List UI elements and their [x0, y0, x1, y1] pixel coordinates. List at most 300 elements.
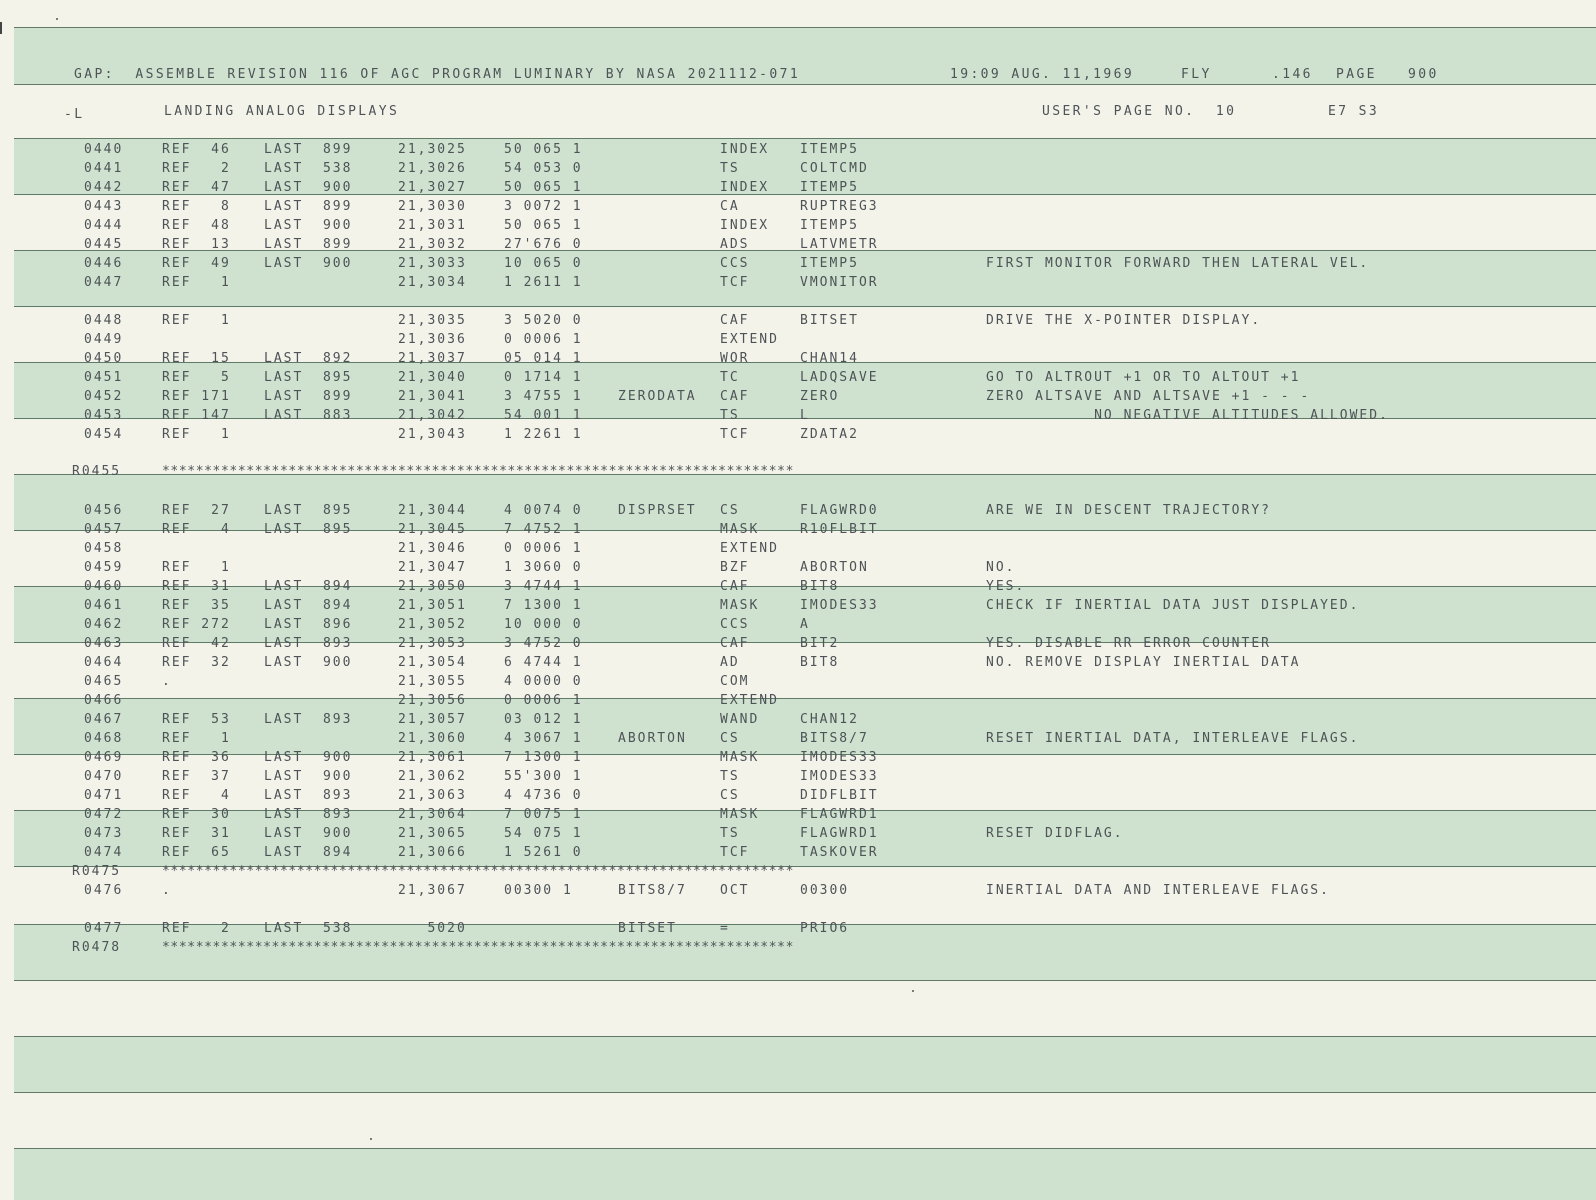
- operand: BITS8/7: [800, 731, 869, 746]
- listing-row: [0, 845, 1596, 864]
- listing-row: [0, 598, 1596, 617]
- operand: ITEMP5: [800, 218, 859, 233]
- ref-count: REF 49: [162, 256, 231, 271]
- octal-code: 3 0072 1: [504, 199, 583, 214]
- operand: FLAGWRD0: [800, 503, 879, 518]
- comment: RESET INERTIAL DATA, INTERLEAVE FLAGS.: [986, 731, 1360, 746]
- line-number: 0457: [84, 522, 124, 537]
- memory-address: 21,3035: [398, 313, 467, 328]
- opcode: CAF: [720, 313, 750, 328]
- listing-row: [0, 693, 1596, 712]
- last-ref: LAST 894: [264, 845, 353, 860]
- memory-address: 21,3061: [398, 750, 467, 765]
- last-ref: LAST 894: [264, 579, 353, 594]
- memory-address: 21,3042: [398, 408, 467, 423]
- memory-address: 21,3063: [398, 788, 467, 803]
- octal-code: 03 012 1: [504, 712, 583, 727]
- operand: LATVMETR: [800, 237, 879, 252]
- band-rule: [14, 1036, 1596, 1037]
- memory-address: 21,3045: [398, 522, 467, 537]
- listing-row: [0, 142, 1596, 161]
- comment: CHECK IF INERTIAL DATA JUST DISPLAYED.: [986, 598, 1360, 613]
- band-rule: [14, 138, 1596, 139]
- listing-row: [0, 807, 1596, 826]
- memory-address: 21,3051: [398, 598, 467, 613]
- octal-code: 0 0006 1: [504, 693, 583, 708]
- separator-stars: ***************************************************************************: [162, 464, 794, 479]
- memory-address: 21,3027: [398, 180, 467, 195]
- ref-count: REF 31: [162, 826, 231, 841]
- last-ref: LAST 900: [264, 769, 353, 784]
- opcode: MASK: [720, 598, 760, 613]
- listing-row: [0, 636, 1596, 655]
- octal-code: 50 065 1: [504, 180, 583, 195]
- separator-line-number: R0475: [72, 864, 122, 879]
- last-ref: LAST 893: [264, 712, 353, 727]
- opcode: TS: [720, 161, 740, 176]
- octal-code: 3 4752 0: [504, 636, 583, 651]
- opcode: WOR: [720, 351, 750, 366]
- separator-stars: ***************************************************************************: [162, 940, 794, 955]
- comment: ARE WE IN DESCENT TRAJECTORY?: [986, 503, 1271, 518]
- octal-code: 4 3067 1: [504, 731, 583, 746]
- operand: FLAGWRD1: [800, 807, 879, 822]
- memory-address: 21,3052: [398, 617, 467, 632]
- ref-count: REF 4: [162, 788, 231, 803]
- line-number: 0454: [84, 427, 124, 442]
- line-number: 0450: [84, 351, 124, 366]
- band-rule: [14, 1092, 1596, 1093]
- line-number: 0460: [84, 579, 124, 594]
- symbol-label: BITSET: [618, 921, 677, 936]
- memory-address: 21,3033: [398, 256, 467, 271]
- comment: GO TO ALTROUT +1 OR TO ALTOUT +1: [986, 370, 1301, 385]
- octal-code: 1 2261 1: [504, 427, 583, 442]
- listing-row: [0, 712, 1596, 731]
- line-number: 0465: [84, 674, 124, 689]
- listing-row: [0, 313, 1596, 332]
- ref-count: REF 35: [162, 598, 231, 613]
- ref-count: REF 1: [162, 275, 231, 290]
- line-number: 0453: [84, 408, 124, 423]
- line-number: 0461: [84, 598, 124, 613]
- line-number: 0469: [84, 750, 124, 765]
- memory-address: 21,3064: [398, 807, 467, 822]
- octal-code: 55'300 1: [504, 769, 583, 784]
- memory-address: 21,3065: [398, 826, 467, 841]
- band-rule: [14, 980, 1596, 981]
- ref-count: REF 48: [162, 218, 231, 233]
- operand: IMODES33: [800, 598, 879, 613]
- last-ref: LAST 900: [264, 218, 353, 233]
- last-ref: LAST 896: [264, 617, 353, 632]
- line-number: 0458: [84, 541, 124, 556]
- opcode: TCF: [720, 845, 750, 860]
- page-number: 900: [1408, 67, 1439, 82]
- comment: FIRST MONITOR FORWARD THEN LATERAL VEL.: [986, 256, 1370, 271]
- octal-code: 1 5261 0: [504, 845, 583, 860]
- last-ref: LAST 895: [264, 503, 353, 518]
- opcode: INDEX: [720, 180, 770, 195]
- ref-count: REF 2: [162, 921, 231, 936]
- octal-code: 54 053 0: [504, 161, 583, 176]
- listing-row: [0, 275, 1596, 294]
- operand: CHAN14: [800, 351, 859, 366]
- opcode: CAF: [720, 579, 750, 594]
- listing-row: [0, 218, 1596, 237]
- listing-row: [0, 674, 1596, 693]
- octal-code: 3 5020 0: [504, 313, 583, 328]
- ref-count: REF 36: [162, 750, 231, 765]
- opcode: TCF: [720, 275, 750, 290]
- opcode: CCS: [720, 617, 750, 632]
- symbol-label: ZERODATA: [618, 389, 697, 404]
- listing-row: [0, 370, 1596, 389]
- last-ref: LAST 893: [264, 636, 353, 651]
- opcode: TS: [720, 826, 740, 841]
- listing-row: [0, 826, 1596, 845]
- last-ref: LAST 900: [264, 256, 353, 271]
- listing-row: [0, 332, 1596, 351]
- opcode: COM: [720, 674, 750, 689]
- memory-address: 21,3057: [398, 712, 467, 727]
- octal-code: 1 2611 1: [504, 275, 583, 290]
- green-band: [14, 1148, 1596, 1200]
- octal-code: 6 4744 1: [504, 655, 583, 670]
- memory-address: 21,3030: [398, 199, 467, 214]
- revision-code: E7 S3: [1328, 104, 1380, 119]
- band-rule: [14, 84, 1596, 85]
- octal-code: 0 0006 1: [504, 541, 583, 556]
- ref-count: REF 2: [162, 161, 231, 176]
- operand: IMODES33: [800, 750, 879, 765]
- memory-address: 21,3067: [398, 883, 467, 898]
- ref-count: REF 5: [162, 370, 231, 385]
- opcode: TC: [720, 370, 740, 385]
- memory-address: 21,3043: [398, 427, 467, 442]
- ref-count: REF 37: [162, 769, 231, 784]
- users-page: USER'S PAGE NO. 10: [1042, 104, 1237, 119]
- octal-code: 7 1300 1: [504, 750, 583, 765]
- line-number: 0440: [84, 142, 124, 157]
- operand: CHAN12: [800, 712, 859, 727]
- memory-address: 21,3026: [398, 161, 467, 176]
- memory-address: 21,3044: [398, 503, 467, 518]
- octal-code: 0 1714 1: [504, 370, 583, 385]
- speck: [370, 1138, 372, 1140]
- memory-address: 5020: [398, 921, 467, 936]
- last-ref: LAST 899: [264, 142, 353, 157]
- line-number: 0442: [84, 180, 124, 195]
- line-number: 0448: [84, 313, 124, 328]
- operand: VMONITOR: [800, 275, 879, 290]
- last-ref: LAST 899: [264, 389, 353, 404]
- opcode: WAND: [720, 712, 760, 727]
- listing-row: [0, 883, 1596, 902]
- operand: 00300: [800, 883, 850, 898]
- green-band: [14, 1036, 1596, 1092]
- octal-code: 54 001 1: [504, 408, 583, 423]
- line-number: 0462: [84, 617, 124, 632]
- line-number: 0468: [84, 731, 124, 746]
- opcode: CS: [720, 788, 740, 803]
- line-number: 0470: [84, 769, 124, 784]
- assembly-title: GAP: ASSEMBLE REVISION 116 OF AGC PROGRAM LUMINARY BY NASA 2021112-071: [74, 67, 801, 82]
- listing-row: [0, 522, 1596, 541]
- memory-address: 21,3041: [398, 389, 467, 404]
- last-ref: LAST 538: [264, 161, 353, 176]
- operand: IMODES33: [800, 769, 879, 784]
- octal-code: 3 4744 1: [504, 579, 583, 594]
- memory-address: 21,3055: [398, 674, 467, 689]
- listing-row: [0, 731, 1596, 750]
- opcode: MASK: [720, 807, 760, 822]
- listing-row: [0, 579, 1596, 598]
- operand: ITEMP5: [800, 180, 859, 195]
- opcode: MASK: [720, 522, 760, 537]
- ref-count: REF 1: [162, 731, 231, 746]
- listing-row: [0, 769, 1596, 788]
- ref-count: REF 65: [162, 845, 231, 860]
- memory-address: 21,3034: [398, 275, 467, 290]
- opcode: TCF: [720, 427, 750, 442]
- ref-count: .: [162, 883, 172, 898]
- comment: RESET DIDFLAG.: [986, 826, 1124, 841]
- separator-row: [0, 464, 1596, 483]
- comment: ZERO ALTSAVE AND ALTSAVE +1 - - -: [986, 389, 1311, 404]
- octal-code: 27'676 0: [504, 237, 583, 252]
- listing-row: [0, 921, 1596, 940]
- listing-row: [0, 617, 1596, 636]
- separator-row: [0, 864, 1596, 883]
- octal-code: 50 065 1: [504, 142, 583, 157]
- last-ref: LAST 894: [264, 598, 353, 613]
- last-ref: LAST 900: [264, 180, 353, 195]
- ref-count: REF 147: [162, 408, 231, 423]
- memory-address: 21,3054: [398, 655, 467, 670]
- line-number: 0452: [84, 389, 124, 404]
- memory-address: 21,3047: [398, 560, 467, 575]
- line-number: 0447: [84, 275, 124, 290]
- memory-address: 21,3032: [398, 237, 467, 252]
- band-rule: [14, 306, 1596, 307]
- listing-row: [0, 237, 1596, 256]
- binding-mark: [0, 22, 2, 34]
- operand: ITEMP5: [800, 256, 859, 271]
- line-number: 0473: [84, 826, 124, 841]
- ref-count: REF 4: [162, 522, 231, 537]
- octal-code: 1 3060 0: [504, 560, 583, 575]
- fly-label: FLY: [1181, 67, 1212, 82]
- operand: ITEMP5: [800, 142, 859, 157]
- listing-row: [0, 788, 1596, 807]
- line-number: 0464: [84, 655, 124, 670]
- ref-count: REF 13: [162, 237, 231, 252]
- operand: BIT2: [800, 636, 840, 651]
- line-number: 0466: [84, 693, 124, 708]
- opcode: OCT: [720, 883, 750, 898]
- opcode: TS: [720, 769, 740, 784]
- octal-code: 54 075 1: [504, 826, 583, 841]
- ref-count: REF 15: [162, 351, 231, 366]
- opcode: BZF: [720, 560, 750, 575]
- line-number: 0456: [84, 503, 124, 518]
- opcode: EXTEND: [720, 332, 779, 347]
- opcode: CS: [720, 503, 740, 518]
- line-number: 0459: [84, 560, 124, 575]
- opcode: TS: [720, 408, 740, 423]
- listing-row: [0, 503, 1596, 522]
- ref-count: REF 32: [162, 655, 231, 670]
- comment: NO.: [986, 560, 1016, 575]
- operand: BIT8: [800, 655, 840, 670]
- octal-code: 7 0075 1: [504, 807, 583, 822]
- line-number: 0467: [84, 712, 124, 727]
- memory-address: 21,3050: [398, 579, 467, 594]
- last-ref: LAST 883: [264, 408, 353, 423]
- ref-count: REF 30: [162, 807, 231, 822]
- ref-count: REF 1: [162, 560, 231, 575]
- last-ref: LAST 900: [264, 655, 353, 670]
- ref-count: REF 27: [162, 503, 231, 518]
- line-number: 0463: [84, 636, 124, 651]
- listing-row: [0, 560, 1596, 579]
- speck: [56, 18, 58, 20]
- opcode: EXTEND: [720, 693, 779, 708]
- comment: NO. REMOVE DISPLAY INERTIAL DATA: [986, 655, 1301, 670]
- memory-address: 21,3056: [398, 693, 467, 708]
- ref-count: REF 8: [162, 199, 231, 214]
- memory-address: 21,3031: [398, 218, 467, 233]
- memory-address: 21,3062: [398, 769, 467, 784]
- octal-code: 4 0074 0: [504, 503, 583, 518]
- line-number: 0441: [84, 161, 124, 176]
- opcode: CA: [720, 199, 740, 214]
- separator-stars: ***************************************************************************: [162, 864, 794, 879]
- listing-row: [0, 541, 1596, 560]
- ref-count: .: [162, 674, 172, 689]
- last-ref: LAST 899: [264, 199, 353, 214]
- line-number: 0445: [84, 237, 124, 252]
- page-label: PAGE: [1336, 67, 1377, 82]
- line-number: 0471: [84, 788, 124, 803]
- operand: BIT8: [800, 579, 840, 594]
- opcode: MASK: [720, 750, 760, 765]
- ref-count: REF 1: [162, 313, 231, 328]
- ref-count: REF 1: [162, 427, 231, 442]
- operand: R10FLBIT: [800, 522, 879, 537]
- octal-code: 7 4752 1: [504, 522, 583, 537]
- comment: DRIVE THE X-POINTER DISPLAY.: [986, 313, 1262, 328]
- memory-address: 21,3040: [398, 370, 467, 385]
- last-ref: LAST 538: [264, 921, 353, 936]
- memory-address: 21,3053: [398, 636, 467, 651]
- line-number: 0474: [84, 845, 124, 860]
- memory-address: 21,3025: [398, 142, 467, 157]
- octal-code: 4 0000 0: [504, 674, 583, 689]
- octal-code: 0 0006 1: [504, 332, 583, 347]
- ref-count: REF 171: [162, 389, 231, 404]
- listing-row: [0, 351, 1596, 370]
- memory-address: 21,3037: [398, 351, 467, 366]
- last-ref: LAST 893: [264, 807, 353, 822]
- memory-address: 21,3046: [398, 541, 467, 556]
- separator-row: [0, 940, 1596, 959]
- opcode: INDEX: [720, 142, 770, 157]
- comment: YES. DISABLE RR ERROR COUNTER: [986, 636, 1271, 651]
- ref-count: REF 31: [162, 579, 231, 594]
- line-number: 0446: [84, 256, 124, 271]
- operand: RUPTREG3: [800, 199, 879, 214]
- octal-code: 05 014 1: [504, 351, 583, 366]
- opcode: INDEX: [720, 218, 770, 233]
- fly-value: .146: [1272, 67, 1313, 82]
- last-ref: LAST 893: [264, 788, 353, 803]
- listing-row: [0, 180, 1596, 199]
- operand: TASKOVER: [800, 845, 879, 860]
- last-ref: LAST 895: [264, 370, 353, 385]
- last-ref: LAST 899: [264, 237, 353, 252]
- operand: L: [800, 408, 810, 423]
- operand: DIDFLBIT: [800, 788, 879, 803]
- memory-address: 21,3036: [398, 332, 467, 347]
- section-marker: -L: [64, 107, 85, 122]
- memory-address: 21,3060: [398, 731, 467, 746]
- octal-code: 50 065 1: [504, 218, 583, 233]
- listing-row: [0, 256, 1596, 275]
- octal-code: 7 1300 1: [504, 598, 583, 613]
- opcode: CCS: [720, 256, 750, 271]
- operand: COLTCMD: [800, 161, 869, 176]
- comment: INERTIAL DATA AND INTERLEAVE FLAGS.: [986, 883, 1330, 898]
- operand: A: [800, 617, 810, 632]
- opcode: EXTEND: [720, 541, 779, 556]
- octal-code: 00300 1: [504, 883, 573, 898]
- ref-count: REF 46: [162, 142, 231, 157]
- operand: ABORTON: [800, 560, 869, 575]
- opcode: CAF: [720, 636, 750, 651]
- separator-line-number: R0478: [72, 940, 122, 955]
- operand: ZERO: [800, 389, 840, 404]
- line-number: 0444: [84, 218, 124, 233]
- separator-line-number: R0455: [72, 464, 122, 479]
- memory-address: 21,3066: [398, 845, 467, 860]
- listing-row: [0, 408, 1596, 427]
- listing-row: [0, 199, 1596, 218]
- last-ref: LAST 895: [264, 522, 353, 537]
- line-number: 0472: [84, 807, 124, 822]
- octal-code: 10 065 0: [504, 256, 583, 271]
- symbol-label: ABORTON: [618, 731, 687, 746]
- ref-count: REF 272: [162, 617, 231, 632]
- ref-count: REF 53: [162, 712, 231, 727]
- opcode: =: [720, 921, 730, 936]
- octal-code: 3 4755 1: [504, 389, 583, 404]
- listing-row: [0, 389, 1596, 408]
- octal-code: 10 000 0: [504, 617, 583, 632]
- opcode: CS: [720, 731, 740, 746]
- operand: ZDATA2: [800, 427, 859, 442]
- section-title: LANDING ANALOG DISPLAYS: [164, 104, 400, 119]
- run-timestamp: 19:09 AUG. 11,1969: [950, 67, 1135, 82]
- comment: NO NEGATIVE ALTITUDES ALLOWED.: [986, 408, 1389, 423]
- line-number: 0451: [84, 370, 124, 385]
- band-rule: [14, 27, 1596, 28]
- ref-count: REF 42: [162, 636, 231, 651]
- line-number: 0476: [84, 883, 124, 898]
- listing-row: [0, 655, 1596, 674]
- opcode: ADS: [720, 237, 750, 252]
